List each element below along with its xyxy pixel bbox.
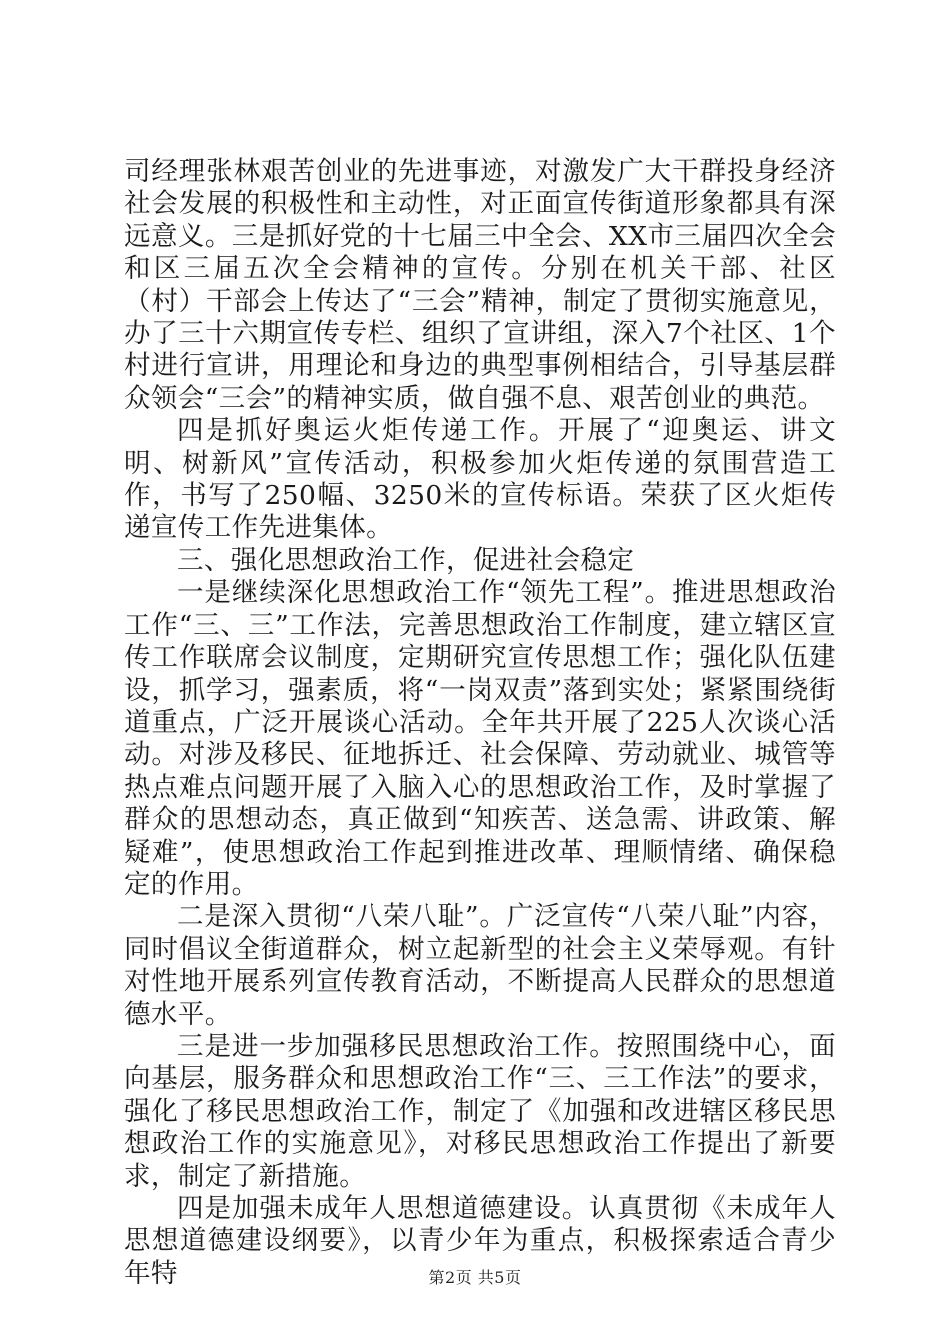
page-footer: 第2页 共5页 [428,1268,522,1287]
document-body [124,156,836,1290]
paragraph-olympic-torch: 四是抓好奥运火炬传递工作。开展了“迎奥运、讲文明、树新风”宣传活动，积极参加火炬传递的氛围营造工作，书写了250幅、3250米的宣传标语。荣获了区火炬传递宣传工作先进集体。 [124,415,836,544]
paragraph-eight-honors: 二是深入贯彻“八荣八耻”。广泛宣传“八荣八耻”内容，同时倡议全街道群众，树立起新型的社会主义荣辱观。有针对性地开展系列宣传教育活动，不断提高人民群众的思想道德水平。 [124,901,836,1030]
paragraph-minors-moral: 四是加强未成年人思想道德建设。认真贯彻《未成年人思想道德建设纲要》，以青少年为重点，积极探索适合青少年特 [124,1193,836,1289]
paragraph-leading-project: 一是继续深化思想政治工作“领先工程”。推进思想政治工作“三、三”工作法，完善思想政治工作制度，建立辖区宣传工作联席会议制度，定期研究宣传思想工作；强化队伍建设，抓学习，强素质，将“一岗双责”落到实处；紧紧围绕街道重点，广泛开展谈心活动。全年共开展了225人次谈心活动。对涉及移民、征地拆迁、社会保障、劳动就业、城管等热点难点问题开展了入脑入心的思想政治工作，及时掌握了群众的思想动态，真正做到“知疾苦、送急需、讲政策、解疑难”，使思想政治工作起到推进改革、理顺情绪、确保稳定的作用。 [124,577,836,900]
paragraph-continuation: 司经理张林艰苦创业的先进事迹，对激发广大干群投身经济社会发展的积极性和主动性，对正面宣传街道形象都具有深远意义。三是抓好党的十七届三中全会、XX市三届四次全会和区三届五次全会精神的宣传。分别在机关干部、社区（村）干部会上传达了“三会”精神，制定了贯彻实施意见，办了三十六期宣传专栏、组织了宣讲组，深入7个社区、1个村进行宣讲，用理论和身边的典型事例相结合，引导基层群众领会“三会”的精神实质，做自强不息、艰苦创业的典范。 [124,156,836,414]
section-heading: 三、强化思想政治工作，促进社会稳定 [177,544,635,576]
paragraph-migrant-work: 三是进一步加强移民思想政治工作。按照围绕中心，面向基层，服务群众和思想政治工作“三、三工作法”的要求，强化了移民思想政治工作，制定了《加强和改进辖区移民思想政治工作的实施意见》，对移民思想政治工作提出了新要求，制定了新措施。 [124,1030,836,1192]
